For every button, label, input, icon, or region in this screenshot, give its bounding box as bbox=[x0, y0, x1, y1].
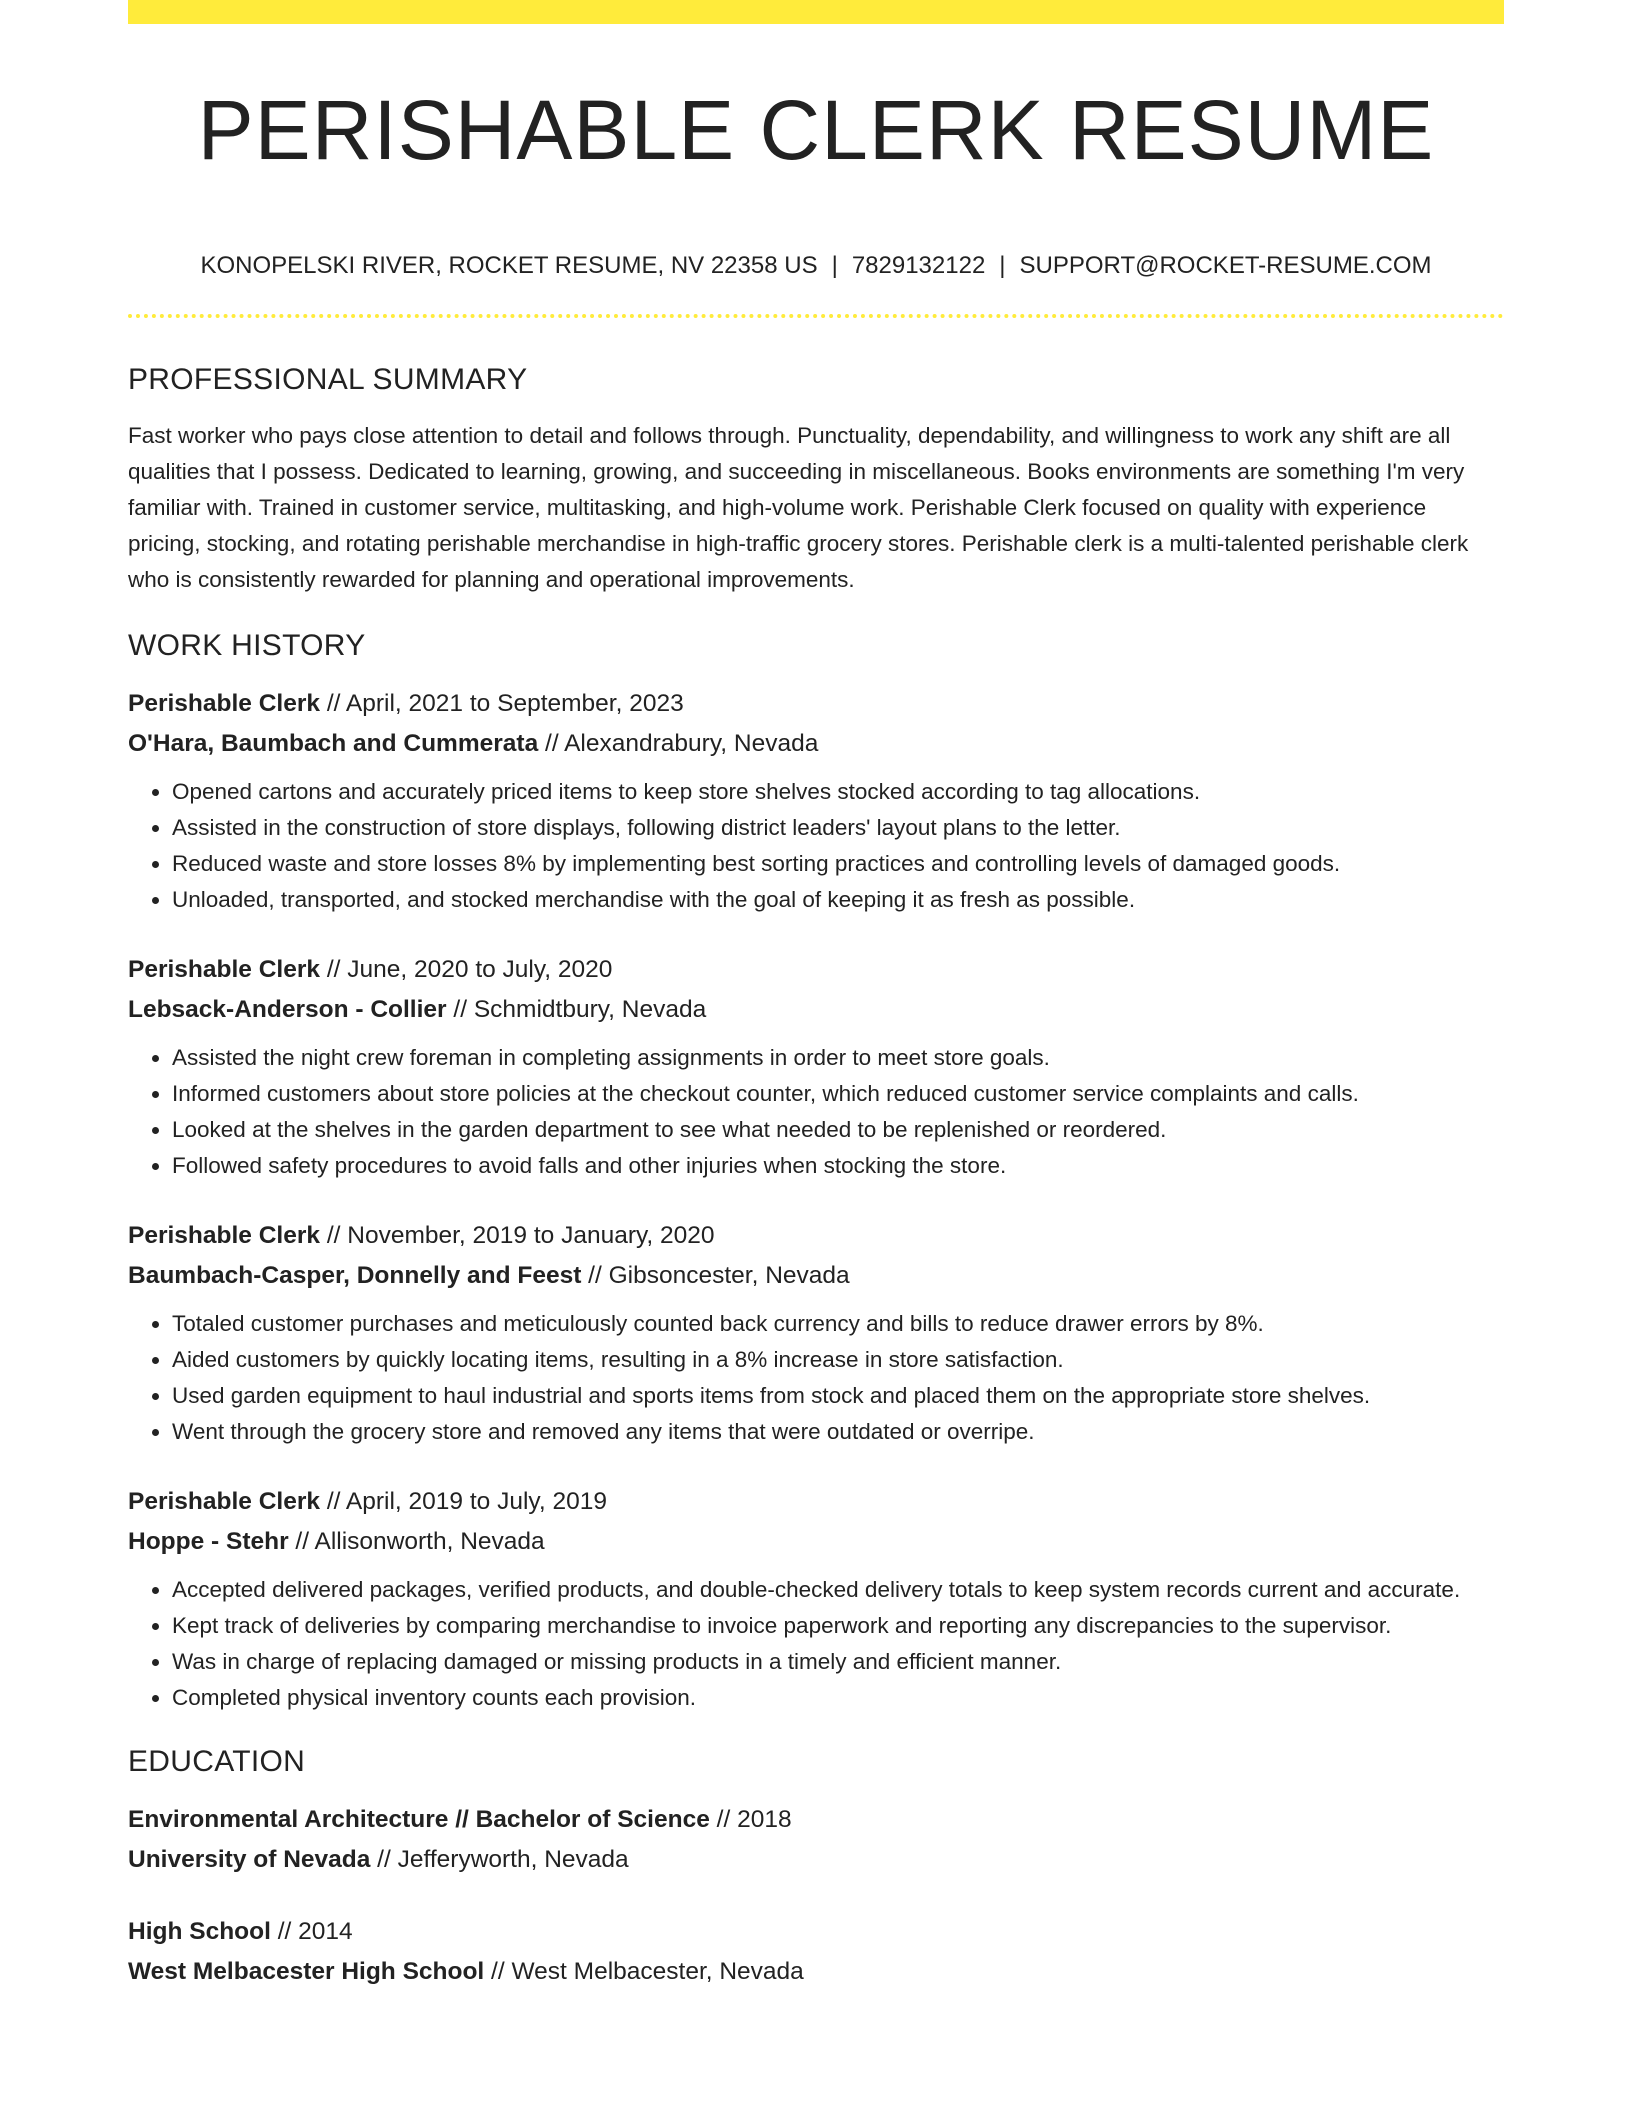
education-school-line bbox=[128, 1952, 1504, 1992]
contact-separator: | bbox=[831, 252, 838, 279]
job-dates: April, 2019 to July, 2019 bbox=[345, 1488, 607, 1515]
list-item: • Unloaded, transported, and stocked merchandise with the goal of keeping it as fresh as possible. bbox=[172, 882, 1504, 918]
list-item: • Assisted in the construction of store displays, following district leaders' layout plans to the letter. bbox=[172, 810, 1504, 846]
list-item: • Went through the grocery store and removed any items that were outdated or overripe. bbox=[172, 1414, 1504, 1450]
education-location: West Melbacester, Nevada bbox=[511, 1958, 804, 1985]
education-heading: EDUCATION bbox=[128, 1745, 306, 1778]
list-item: • Was in charge of replacing damaged or missing products in a timely and efficient manner. bbox=[172, 1644, 1504, 1680]
education-year: 2018 bbox=[737, 1806, 792, 1833]
list-item: • Reduced waste and store losses 8% by implementing best sorting practices and controlling levels of damaged goods. bbox=[172, 846, 1504, 882]
job-entry bbox=[128, 1216, 1504, 1450]
job-title: Perishable Clerk bbox=[128, 690, 321, 717]
job-company: Lebsack-Anderson - Collier bbox=[128, 996, 447, 1023]
education-separator: // bbox=[484, 1958, 512, 1985]
summary-text: Fast worker who pays close attention to detail and follows through. Punctuality, dependability, and willingness to work any shift are all qualities that I possess. Dedicated to learning, growing, and succeeding in miscellaneous. Books environments are something I'm very familiar with. Trained in customer service, multitasking, and high-volume work. Perishable Clerk focused on quality with experience pricing, stocking, and rotating perishable merchandise in high-traffic grocery stores. Perishable clerk is a multi-talented perishable clerk who is consistently rewarded for planning and operational improvements. bbox=[128, 423, 1469, 592]
education-entry bbox=[128, 1912, 1504, 1992]
education-separator: // bbox=[709, 1806, 738, 1833]
contact-email: SUPPORT@ROCKET-RESUME.COM bbox=[1019, 252, 1432, 279]
contact-line bbox=[128, 250, 1504, 282]
summary-heading: PROFESSIONAL SUMMARY bbox=[128, 363, 528, 396]
education-school-line bbox=[128, 1840, 1504, 1880]
job-separator: // bbox=[446, 996, 474, 1023]
education-school: West Melbacester High School bbox=[128, 1958, 485, 1985]
job-bullets bbox=[128, 1306, 1504, 1450]
contact-address: KONOPELSKI RIVER, ROCKET RESUME, NV 22358 US bbox=[200, 252, 818, 279]
job-entry bbox=[128, 684, 1504, 918]
education-location: Jefferyworth, Nevada bbox=[397, 1846, 629, 1873]
job-company: Baumbach-Casper, Donnelly and Feest bbox=[128, 1262, 582, 1289]
job-dates: June, 2020 to July, 2020 bbox=[347, 956, 613, 983]
contact-phone: 7829132122 bbox=[851, 252, 986, 279]
list-item: • Aided customers by quickly locating items, resulting in a 8% increase in store satisfaction. bbox=[172, 1342, 1504, 1378]
education-degree-line bbox=[128, 1800, 1504, 1840]
job-title-line bbox=[128, 1482, 1504, 1522]
job-entry bbox=[128, 1482, 1504, 1716]
job-dates: November, 2019 to January, 2020 bbox=[347, 1222, 715, 1249]
education-school: University of Nevada bbox=[128, 1846, 371, 1873]
job-location: Alexandrabury, Nevada bbox=[564, 730, 819, 757]
job-company-line bbox=[128, 990, 1504, 1030]
job-entry bbox=[128, 950, 1504, 1184]
page-title: PERISHABLE CLERK RESUME bbox=[197, 83, 1435, 177]
list-item: • Followed safety procedures to avoid falls and other injuries when stocking the store. bbox=[172, 1148, 1504, 1184]
job-title: Perishable Clerk bbox=[128, 956, 321, 983]
list-item: • Accepted delivered packages, verified products, and double-checked delivery totals to keep system records current and accurate. bbox=[172, 1572, 1504, 1608]
job-title-line bbox=[128, 950, 1504, 990]
job-location: Gibsoncester, Nevada bbox=[608, 1262, 850, 1289]
education-separator: // bbox=[270, 1918, 299, 1945]
job-separator: // bbox=[538, 730, 565, 757]
job-bullets bbox=[128, 1040, 1504, 1184]
list-item: • Assisted the night crew foreman in completing assignments in order to meet store goals. bbox=[172, 1040, 1504, 1076]
job-separator: // bbox=[581, 1262, 609, 1289]
list-item: • Totaled customer purchases and meticulously counted back currency and bills to reduce drawer errors by 8%. bbox=[172, 1306, 1504, 1342]
job-bullets bbox=[128, 774, 1504, 918]
job-separator: // bbox=[288, 1528, 315, 1555]
job-separator: // bbox=[320, 1488, 346, 1515]
education-degree-line bbox=[128, 1912, 1504, 1952]
job-separator: // bbox=[320, 956, 348, 983]
job-company-line bbox=[128, 724, 1504, 764]
job-location: Schmidtbury, Nevada bbox=[473, 996, 707, 1023]
job-company-line bbox=[128, 1256, 1504, 1296]
resume-page bbox=[128, 0, 1504, 1992]
job-dates: April, 2021 to September, 2023 bbox=[345, 690, 684, 717]
education-separator: // bbox=[370, 1846, 398, 1873]
work-history-heading: WORK HISTORY bbox=[128, 629, 366, 662]
list-item: • Used garden equipment to haul industrial and sports items from stock and placed them on the appropriate store shelves. bbox=[172, 1378, 1504, 1414]
job-location: Allisonworth, Nevada bbox=[314, 1528, 545, 1555]
dotted-divider bbox=[128, 314, 1504, 318]
education-degree: Environmental Architecture // Bachelor of Science bbox=[128, 1806, 710, 1833]
job-company: O'Hara, Baumbach and Cummerata bbox=[128, 730, 539, 757]
contact-separator: | bbox=[999, 252, 1006, 279]
job-title-line bbox=[128, 1216, 1504, 1256]
job-company-line bbox=[128, 1522, 1504, 1562]
job-title: Perishable Clerk bbox=[128, 1488, 321, 1515]
job-title-line bbox=[128, 684, 1504, 724]
list-item: • Looked at the shelves in the garden department to see what needed to be replenished or reordered. bbox=[172, 1112, 1504, 1148]
job-title: Perishable Clerk bbox=[128, 1222, 321, 1249]
job-company: Hoppe - Stehr bbox=[128, 1528, 289, 1555]
job-separator: // bbox=[320, 1222, 348, 1249]
list-item: • Opened cartons and accurately priced items to keep store shelves stocked according to tag allocations. bbox=[172, 774, 1504, 810]
education-degree: High School bbox=[128, 1918, 271, 1945]
list-item: • Kept track of deliveries by comparing merchandise to invoice paperwork and reporting any discrepancies to the supervisor. bbox=[172, 1608, 1504, 1644]
education-entry bbox=[128, 1800, 1504, 1880]
job-separator: // bbox=[320, 690, 346, 717]
education-year: 2014 bbox=[298, 1918, 353, 1945]
list-item: • Completed physical inventory counts each provision. bbox=[172, 1680, 1504, 1716]
job-bullets bbox=[128, 1572, 1504, 1716]
accent-top-bar bbox=[128, 0, 1504, 24]
list-item: • Informed customers about store policies at the checkout counter, which reduced customer service complaints and calls. bbox=[172, 1076, 1504, 1112]
